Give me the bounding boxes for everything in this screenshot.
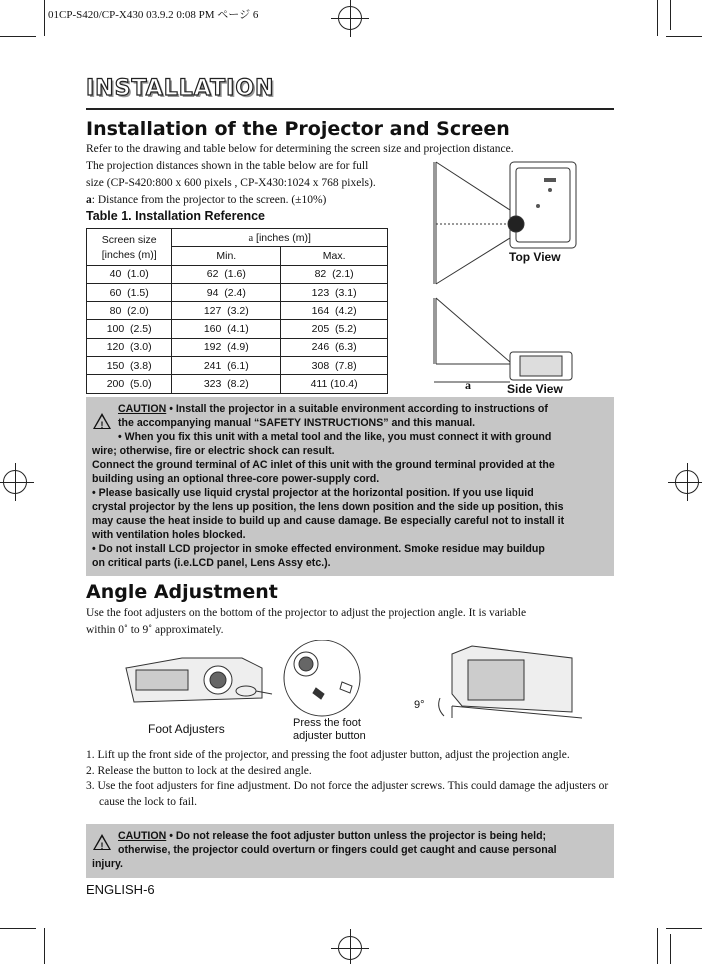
title-rule — [86, 108, 614, 110]
crop-mark — [0, 928, 36, 929]
caution-box-2 — [86, 824, 614, 878]
caution-line: may cause the heat inside to build up and cause damage. Be especially careful not to install it — [92, 515, 565, 527]
table-row — [87, 375, 388, 393]
table-row — [87, 265, 388, 283]
max-distance-cell: 411 (10.4) — [281, 375, 388, 393]
side-view-label: Side View — [507, 382, 563, 396]
press-button-label: Press the foot adjuster button — [293, 717, 366, 742]
adjustment-steps — [86, 748, 614, 810]
registration-crosshair — [3, 470, 27, 494]
caution-label: CAUTION — [118, 830, 167, 842]
section-title: INSTALLATION — [86, 76, 275, 101]
crop-mark — [44, 928, 45, 964]
caution-line: on critical parts (i.e.LCD panel, Lens Assy etc.). — [92, 557, 331, 569]
step-item: 3. Use the foot adjusters for fine adjustment. Do not force the adjuster screws. This could damage the adjusters or cause the lock to fail. — [86, 780, 609, 808]
table-row — [87, 338, 388, 356]
crop-mark — [670, 934, 671, 964]
distance-description: : Distance from the projector to the screen. (±10%) — [91, 194, 327, 206]
table-title: Table 1. Installation Reference — [86, 209, 265, 223]
min-distance-cell: 192 (4.9) — [172, 338, 281, 356]
caution-line: the accompanying manual “SAFETY INSTRUCTIONS” and this manual. — [118, 417, 476, 429]
print-header: 01CP-S420/CP-X430 03.9.2 0:08 PM ページ 6 — [48, 9, 259, 21]
crop-mark — [666, 928, 702, 929]
step-item: 2. Release the button to lock at the desired angle. — [86, 764, 312, 777]
screen-size-cell: 60 (1.5) — [87, 283, 172, 301]
screen-size-cell: 80 (2.0) — [87, 302, 172, 320]
projection-diagram — [426, 150, 586, 398]
max-distance-cell: 308 (7.8) — [281, 357, 388, 375]
registration-crosshair — [675, 470, 699, 494]
caution-line: building using an optional three-core power-supply cord. — [92, 473, 380, 485]
install-intro: Refer to the drawing and table below for determining the screen size and projection distance. — [86, 143, 514, 155]
caution-line: crystal projector by the lens up position, the lens down position and the side up position, this — [92, 501, 564, 513]
caution-line: • Please basically use liquid crystal projector at the horizontal position. If you use liquid — [92, 487, 534, 499]
table-header-row — [87, 229, 388, 247]
caution-line: otherwise, the projector could overturn or fingers could get caught and cause personal — [118, 844, 557, 856]
max-distance-cell: 205 (5.2) — [281, 320, 388, 338]
top-view-label: Top View — [509, 250, 561, 264]
warning-icon: ! — [93, 834, 111, 850]
angle-label: 9° — [414, 699, 425, 711]
max-distance-cell: 246 (6.3) — [281, 338, 388, 356]
screen-size-cell: 100 (2.5) — [87, 320, 172, 338]
caution-box-1 — [86, 397, 614, 576]
max-distance-cell: 123 (3.1) — [281, 283, 388, 301]
screen-size-header: Screen size [inches (m)] — [87, 229, 172, 266]
caution-line: • Do not install LCD projector in smoke effected environment. Smoke residue may buildup — [92, 543, 545, 555]
table-row — [87, 302, 388, 320]
registration-crosshair — [338, 6, 362, 30]
distance-label: a — [465, 378, 471, 392]
screen-size-cell: 200 (5.0) — [87, 375, 172, 393]
crop-mark — [657, 928, 658, 964]
registration-crosshair — [338, 936, 362, 960]
min-distance-cell: 323 (8.2) — [172, 375, 281, 393]
install-para-line: size (CP-S420:800 x 600 pixels , CP-X430:1024 x 768 pixels). — [86, 177, 376, 189]
min-distance-cell: 241 (6.1) — [172, 357, 281, 375]
angle-adjustment-illustration — [122, 640, 592, 720]
screen-size-cell: 150 (3.8) — [87, 357, 172, 375]
install-paragraph — [86, 158, 426, 209]
caution-line: CAUTION • Install the projector in a suitable environment according to instructions of — [118, 403, 548, 415]
min-distance-cell: 160 (4.1) — [172, 320, 281, 338]
caution-line: • When you fix this unit with a metal tool and the like, you must connect it with ground — [118, 431, 552, 443]
step-item: 1. Lift up the front side of the projector, and pressing the foot adjuster button, adjust the projection angle. — [86, 749, 570, 761]
installation-reference-table — [86, 228, 388, 394]
crop-mark — [670, 0, 671, 30]
caution-line: injury. — [92, 858, 123, 870]
caution-line: with ventilation holes blocked. — [92, 529, 246, 541]
crop-mark — [657, 0, 658, 36]
install-heading: Installation of the Projector and Screen — [86, 118, 510, 140]
angle-heading: Angle Adjustment — [86, 581, 278, 603]
max-header: Max. — [281, 247, 388, 265]
max-distance-cell: 82 (2.1) — [281, 265, 388, 283]
caution-line: CAUTION • Do not release the foot adjuster button unless the projector is being held; — [118, 830, 547, 842]
min-distance-cell: 127 (3.2) — [172, 302, 281, 320]
install-para-line: The projection distances shown in the table below are for full — [86, 160, 369, 172]
table-row — [87, 283, 388, 301]
foot-adjusters-label: Foot Adjusters — [148, 722, 225, 736]
max-distance-cell: 164 (4.2) — [281, 302, 388, 320]
table-row — [87, 357, 388, 375]
caution-label: CAUTION — [118, 403, 167, 415]
min-distance-cell: 94 (2.4) — [172, 283, 281, 301]
crop-mark — [44, 0, 45, 36]
page-footer: ENGLISH-6 — [86, 882, 155, 897]
crop-mark — [0, 36, 36, 37]
caution-line: Connect the ground terminal of AC inlet of this unit with the ground terminal provided at the — [92, 459, 555, 471]
distance-symbol: a — [86, 194, 92, 206]
table-row — [87, 320, 388, 338]
min-distance-cell: 62 (1.6) — [172, 265, 281, 283]
screen-size-cell: 40 (1.0) — [87, 265, 172, 283]
angle-intro: Use the foot adjusters on the bottom of the projector to adjust the projection angle. It is variable within 0˚ to 9˚ approximately. — [86, 607, 527, 636]
install-para-line — [86, 192, 426, 209]
min-header: Min. — [172, 247, 281, 265]
crop-mark — [666, 36, 702, 37]
caution-line: wire; otherwise, fire or electric shock can result. — [92, 445, 335, 457]
distance-header: a [inches (m)] — [172, 229, 388, 247]
warning-icon: ! — [93, 413, 111, 429]
screen-size-cell: 120 (3.0) — [87, 338, 172, 356]
